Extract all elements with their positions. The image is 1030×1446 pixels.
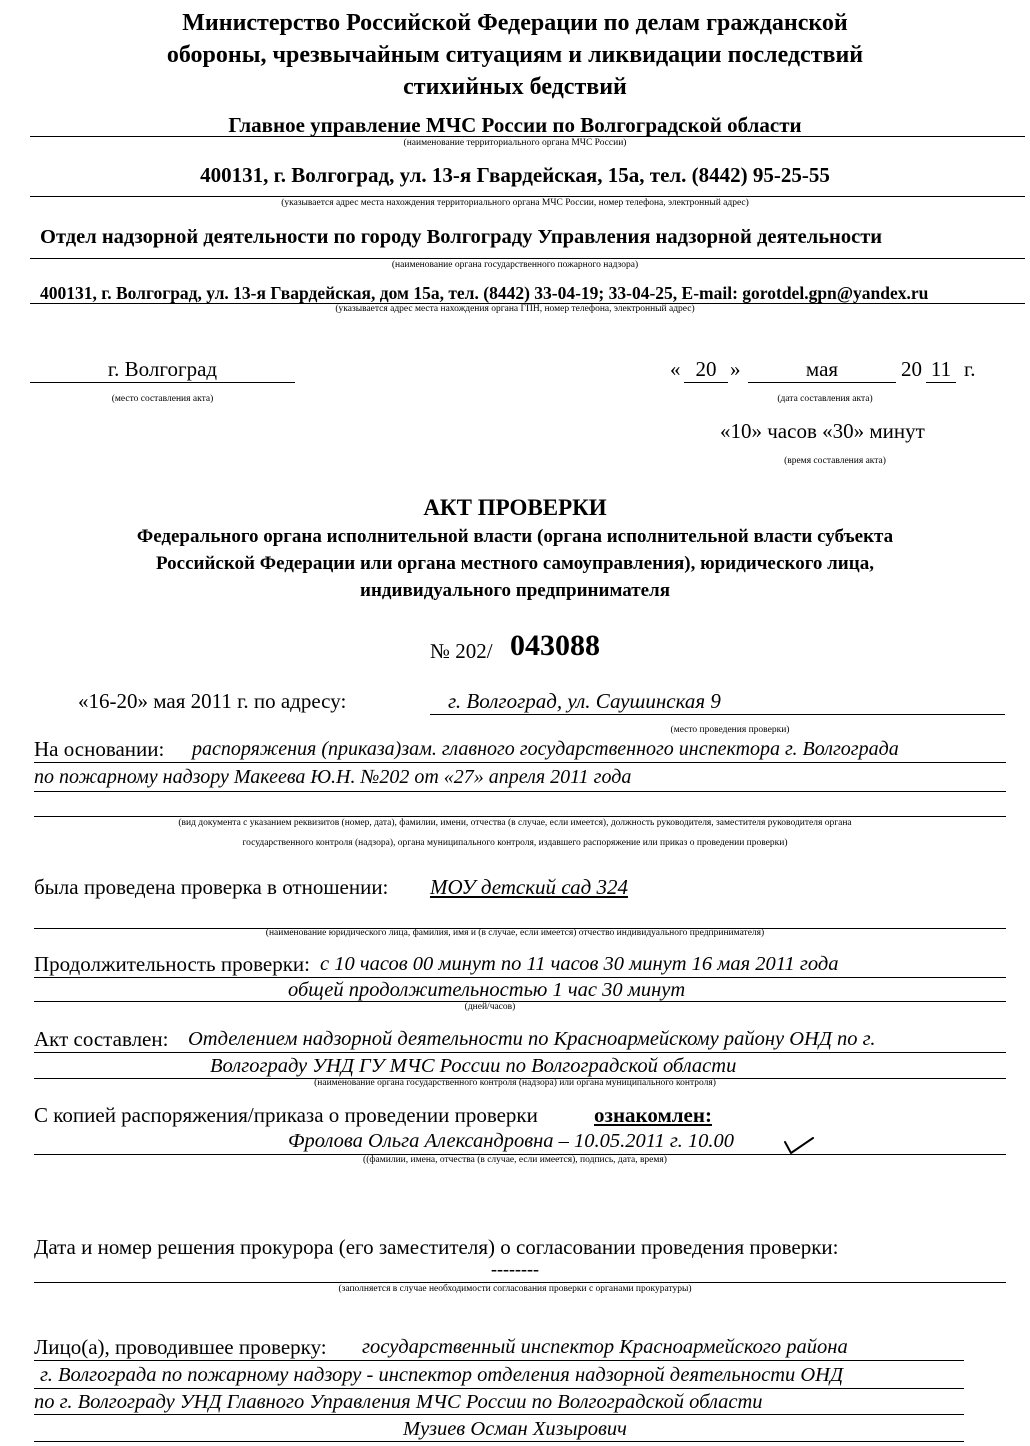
duration-line-2: общей продолжительностью 1 час 30 минут bbox=[288, 979, 686, 1001]
inspector-rule bbox=[34, 1414, 964, 1415]
inspector-name: Музиев Осман Хизырович bbox=[403, 1418, 627, 1440]
duration-caption: (дней/часов) bbox=[464, 1002, 516, 1012]
otdel-caption: (наименование органа государственного пожарного надзора) bbox=[391, 260, 639, 270]
place-value: г. Волгоград bbox=[107, 357, 218, 381]
composed-label: Акт составлен: bbox=[34, 1027, 169, 1051]
basis-caption-1: (вид документа с указанием реквизитов (номер, дата), фамилии, имени, отчества (в случае, если имеется), должность руководителя, заместителя руководителя органа bbox=[178, 818, 852, 828]
date-quote-close: » bbox=[730, 357, 741, 381]
duration-line-1: с 10 часов 00 минут по 11 часов 30 минут 16 мая 2011 года bbox=[320, 953, 839, 975]
divider bbox=[30, 196, 1025, 197]
inspector-line-1: государственный инспектор Красноармейского района bbox=[362, 1336, 848, 1358]
basis-caption-2: государственного контроля (надзора), органа муниципального контроля, издавшего распоряжение или приказ о проведении проверки) bbox=[242, 838, 788, 848]
basis-rule bbox=[34, 762, 1006, 763]
address-line bbox=[430, 714, 1005, 715]
inspector-label: Лицо(а), проводившее проверку: bbox=[34, 1335, 327, 1359]
date-month: мая bbox=[805, 357, 839, 381]
prosecutor-caption: (заполняется в случае необходимости согласования проверки с органами прокуратуры) bbox=[338, 1284, 692, 1294]
gu-address: 400131, г. Волгоград, ул. 13-я Гвардейская, 15а, тел. (8442) 95-25-55 bbox=[200, 163, 830, 187]
date-year-line bbox=[926, 382, 956, 383]
place-line bbox=[30, 382, 295, 383]
duration-label: Продолжительность проверки: bbox=[34, 952, 310, 976]
copy-label: С копией распоряжения/приказа о проведении проверки bbox=[34, 1103, 538, 1127]
date-day-line bbox=[684, 382, 728, 383]
inspector-line-3: по г. Волгограду УНД Главного Управления МЧС России по Волгоградской области bbox=[34, 1391, 763, 1413]
inspection-dates: «16-20» мая 2011 г. по адресу: bbox=[78, 689, 347, 713]
basis-rule bbox=[34, 791, 1006, 792]
otdel-name: Отдел надзорной деятельности по городу Волгограду Управления надзорной деятельности bbox=[40, 226, 883, 248]
act-subtitle-3: индивидуального предпринимателя bbox=[360, 580, 670, 601]
gu-caption: (наименование территориального органа МЧС России) bbox=[403, 138, 627, 148]
address-caption: (место проведения проверки) bbox=[670, 725, 790, 735]
date-year-prefix: 20 bbox=[901, 357, 922, 381]
divider bbox=[30, 136, 1025, 137]
inspector-line-2: г. Волгограда по пожарному надзору - инспектор отделения надзорной деятельности ОНД bbox=[40, 1364, 844, 1386]
ministry-line-1: Министерство Российской Федерации по делам гражданской bbox=[182, 10, 848, 36]
subject-caption: (наименование юридического лица, фамилия, имя и (в случае, если имеется) отчество индивидуального предпринимателя) bbox=[265, 928, 765, 938]
prosecutor-rule bbox=[34, 1282, 1006, 1283]
composed-caption: (наименование органа государственного контроля (надзора) или органа муниципального контроля) bbox=[314, 1078, 716, 1088]
basis-line-1: распоряжения (приказа)зам. главного государственного инспектора г. Волгограда bbox=[192, 738, 899, 760]
copy-person: Фролова Ольга Александровна – 10.05.2011 г. 10.00 bbox=[288, 1130, 735, 1152]
gu-address-caption: (указывается адрес места нахождения территориального органа МЧС России, номер телефона, электронный адрес) bbox=[281, 198, 749, 208]
gu-name: Главное управление МЧС России по Волгоградской области bbox=[228, 113, 802, 137]
otdel-address-caption: (указывается адрес места нахождения органа ГПН, номер телефона, электронный адрес) bbox=[335, 304, 695, 314]
prosecutor-label: Дата и номер решения прокурора (его заместителя) о согласовании проведения проверки: bbox=[34, 1235, 839, 1259]
inspector-rule bbox=[34, 1441, 964, 1442]
time-caption: (время составления акта) bbox=[784, 456, 886, 466]
act-title: АКТ ПРОВЕРКИ bbox=[423, 495, 607, 520]
composed-line-2: Волгограду УНД ГУ МЧС России по Волгоградской области bbox=[210, 1055, 737, 1077]
act-number: 043088 bbox=[510, 629, 600, 662]
prosecutor-value: -------- bbox=[491, 1259, 539, 1279]
subject-label: была проведена проверка в отношении: bbox=[34, 875, 389, 899]
signature-checkmark-icon bbox=[782, 1134, 816, 1156]
subject-value: МОУ детский сад 324 bbox=[430, 875, 628, 899]
inspector-rule bbox=[34, 1360, 964, 1361]
act-subtitle-2: Российской Федерации или органа местного самоуправления), юридического лица, bbox=[156, 553, 874, 574]
inspection-address: г. Волгоград, ул. Саушинская 9 bbox=[448, 689, 721, 713]
date-year-suffix: г. bbox=[964, 357, 976, 381]
date-quote-open: « bbox=[670, 357, 681, 381]
date-year: 11 bbox=[930, 357, 952, 381]
ministry-line-2: обороны, чрезвычайным ситуациям и ликвидации последствий bbox=[166, 42, 864, 68]
composed-line-1: Отделением надзорной деятельности по Красноармейскому району ОНД по г. bbox=[188, 1028, 876, 1050]
date-month-line bbox=[748, 382, 896, 383]
date-day: 20 bbox=[695, 357, 717, 381]
ministry-line-3: стихийных бедствий bbox=[403, 74, 627, 100]
copy-caption: ((фамилии, имена, отчества (в случае, если имеется), подпись, дата, время) bbox=[363, 1155, 667, 1165]
act-number-prefix: № 202/ bbox=[430, 639, 493, 663]
otdel-address: 400131, г. Волгоград, ул. 13-я Гвардейская, дом 15а, тел. (8442) 33-04-19; 33-04-25, E-mail: gorotdel.gpn@yandex.ru bbox=[40, 283, 929, 303]
basis-rule bbox=[34, 816, 1006, 817]
basis-label: На основании: bbox=[34, 737, 165, 761]
copy-label-acknowledged: ознакомлен: bbox=[594, 1103, 712, 1127]
basis-line-2: по пожарному надзору Макеева Ю.Н. №202 от «27» апреля 2011 года bbox=[34, 766, 632, 788]
time-value: «10» часов «30» минут bbox=[720, 419, 925, 443]
place-caption: (место составления акта) bbox=[111, 394, 214, 404]
act-subtitle-1: Федерального органа исполнительной власти (органа исполнительной власти субъекта bbox=[136, 526, 894, 547]
divider bbox=[30, 258, 1025, 259]
date-caption: (дата составления акта) bbox=[777, 394, 873, 404]
